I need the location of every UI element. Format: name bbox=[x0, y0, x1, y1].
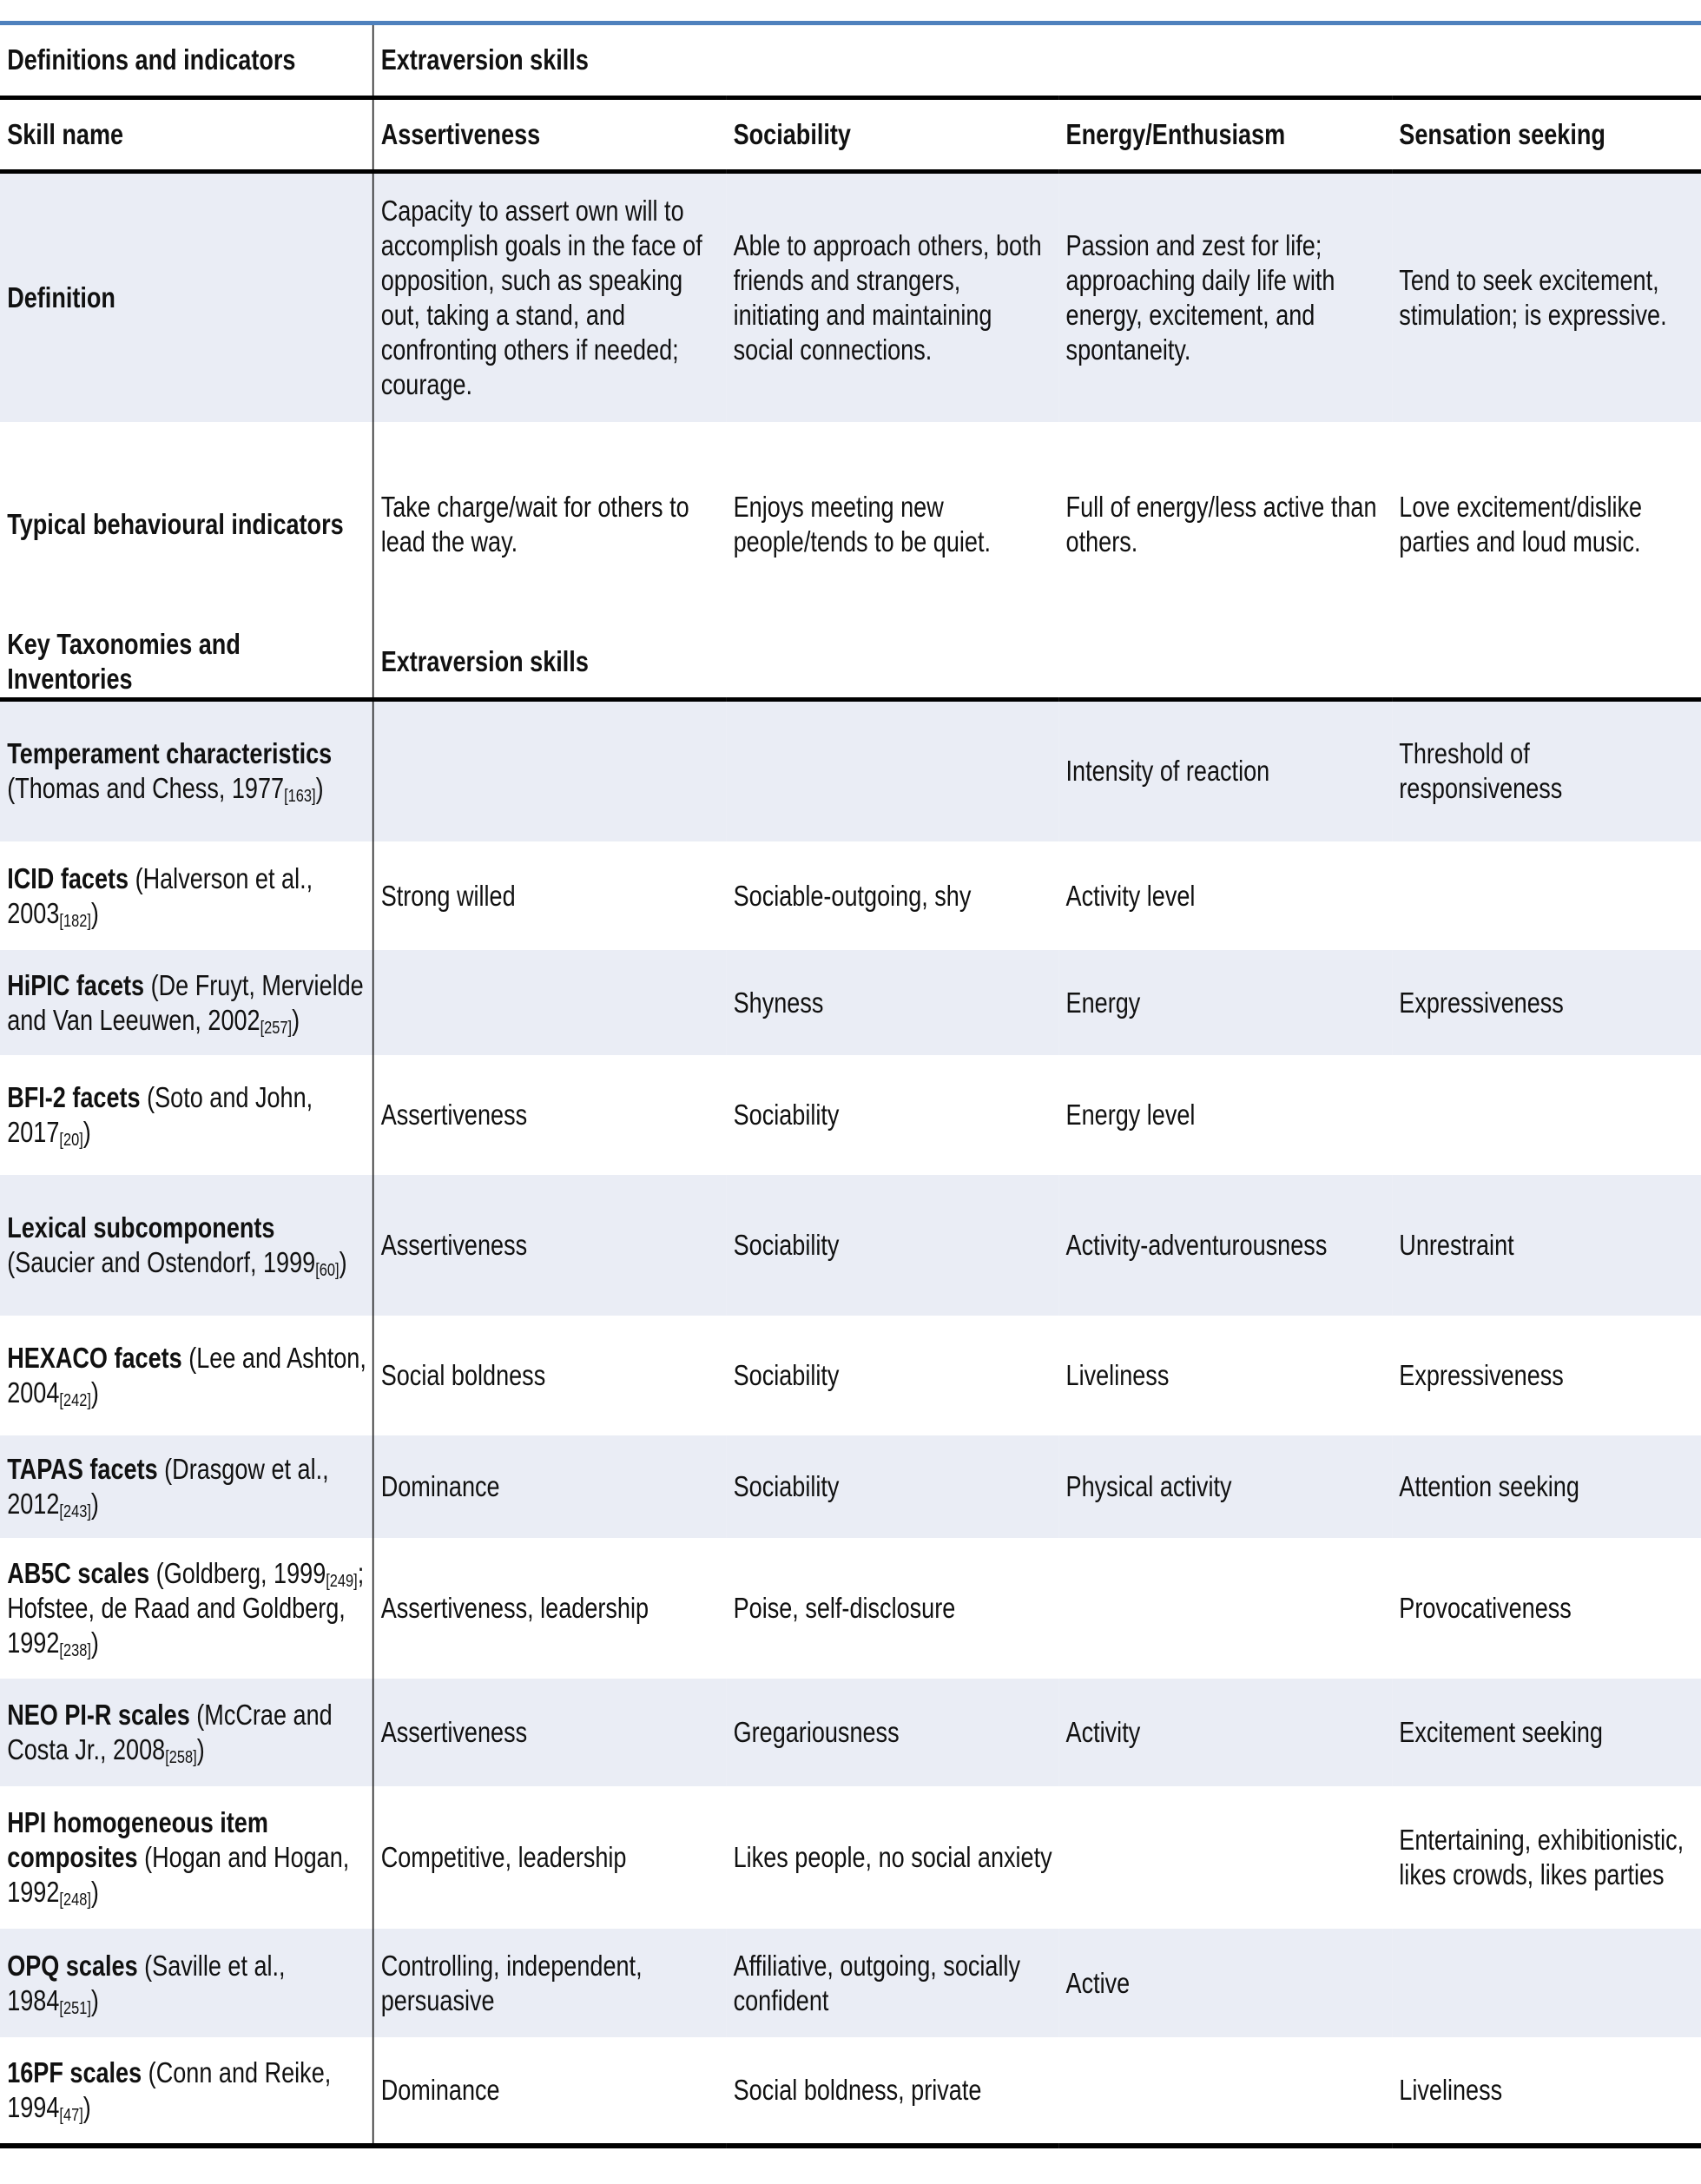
inventory-reference: ) bbox=[90, 1376, 99, 1409]
taxonomy-header-left: Key Taxonomies and Inventories bbox=[0, 627, 373, 699]
skill-energy: Energy/Enthusiasm bbox=[1058, 97, 1392, 171]
taxonomy-cell: Sociable-outgoing, shy bbox=[733, 879, 972, 912]
behaviour-cell: Take charge/wait for others to lead the way. bbox=[380, 491, 689, 558]
skill-sociability: Sociability bbox=[726, 97, 1058, 171]
taxonomy-cell bbox=[1392, 1055, 1701, 1175]
definition-row bbox=[0, 171, 1701, 422]
taxonomy-label bbox=[0, 841, 373, 950]
taxonomy-label bbox=[0, 1929, 373, 2037]
taxonomy-cell: Affiliative, outgoing, socially confident bbox=[726, 1929, 1058, 2037]
inventory-reference: ) bbox=[82, 2091, 91, 2123]
citation-number: [249] bbox=[326, 1572, 358, 1591]
taxonomy-header-row bbox=[0, 627, 1701, 699]
inventory-name: BFI-2 facets bbox=[7, 1081, 141, 1113]
taxonomy-label bbox=[0, 2037, 373, 2146]
inventory-reference: (Soto and John, 2017 bbox=[7, 1081, 313, 1148]
skill-assertiveness: Assertiveness bbox=[373, 97, 727, 171]
taxonomy-cell: Assertiveness bbox=[373, 1679, 727, 1786]
taxonomy-cell bbox=[373, 699, 727, 841]
taxonomy-label bbox=[0, 1435, 373, 1538]
inventory-reference: ) bbox=[292, 1003, 300, 1036]
inventory-reference: (Lee and Ashton, 2004 bbox=[7, 1342, 366, 1409]
extraversion-skills-table bbox=[0, 25, 1701, 2148]
taxonomy-cell bbox=[1392, 1929, 1701, 2037]
skill-name-label: Skill name bbox=[0, 97, 373, 171]
citation-number: [60] bbox=[315, 1261, 340, 1280]
header-left: Definitions and indicators bbox=[0, 25, 373, 97]
taxonomy-cell: Assertiveness bbox=[373, 1175, 727, 1316]
taxonomy-cell: Liveliness bbox=[1392, 2037, 1701, 2146]
taxonomy-row bbox=[0, 1786, 1701, 1929]
taxonomy-cell: Physical activity bbox=[1058, 1435, 1392, 1538]
taxonomy-cell: Attention seeking bbox=[1392, 1435, 1701, 1538]
taxonomy-cell: Controlling, independent, persuasive bbox=[373, 1929, 727, 2037]
taxonomy-label bbox=[0, 1055, 373, 1175]
taxonomy-cell: Energy bbox=[1058, 950, 1392, 1055]
definition-label: Definition bbox=[0, 171, 373, 422]
behaviour-cell: Love excitement/dislike parties and loud music. bbox=[1399, 491, 1643, 558]
taxonomy-label bbox=[0, 1786, 373, 1929]
inventory-name: AB5C scales bbox=[7, 1557, 150, 1589]
inventory-reference: ) bbox=[315, 772, 324, 805]
taxonomy-row bbox=[0, 1679, 1701, 1786]
skill-name-row bbox=[0, 97, 1701, 171]
taxonomy-cell: Dominance bbox=[373, 2037, 727, 2146]
taxonomy-cell: Energy level bbox=[1065, 1099, 1196, 1131]
inventory-reference: (Thomas and Chess, 1977 bbox=[7, 772, 285, 805]
taxonomy-cell: Sociability bbox=[726, 1175, 1058, 1316]
inventory-reference: (Conn and Reike, 1994 bbox=[7, 2056, 332, 2123]
taxonomy-cell: Threshold of responsiveness bbox=[1392, 699, 1701, 841]
definition-cell: Capacity to assert own will to accomplish goals in the face of opposition, such as speaking out, taking a stand, and confronting others if needed; courage. bbox=[373, 171, 727, 422]
taxonomy-header-right: Extraversion skills bbox=[373, 627, 1701, 699]
taxonomy-label bbox=[0, 699, 373, 841]
taxonomy-cell: Excitement seeking bbox=[1392, 1679, 1701, 1786]
inventory-name: HPI homogeneous item composites bbox=[7, 1806, 268, 1873]
definition-cell: Passion and zest for life; approaching daily life with energy, excitement, and spontaneity. bbox=[1058, 171, 1392, 422]
taxonomy-cell: Sociability bbox=[726, 1435, 1058, 1538]
taxonomy-cell: Likes people, no social anxiety bbox=[733, 1841, 1052, 1873]
citation-number: [242] bbox=[59, 1391, 91, 1410]
taxonomy-cell: Dominance bbox=[373, 1435, 727, 1538]
inventory-reference: (McCrae and Costa Jr., 2008 bbox=[7, 1699, 333, 1765]
taxonomy-cell bbox=[1058, 1538, 1392, 1679]
inventory-reference: ) bbox=[90, 1983, 99, 2016]
taxonomy-cell bbox=[1058, 1786, 1392, 1929]
taxonomy-cell bbox=[1392, 841, 1701, 950]
taxonomy-row bbox=[0, 841, 1701, 950]
inventory-name: Lexical subcomponents bbox=[7, 1211, 275, 1244]
behaviour-label: Typical behavioural indicators bbox=[0, 422, 373, 627]
behaviour-cell: Full of energy/less active than others. bbox=[1065, 491, 1377, 558]
inventory-reference: ) bbox=[90, 1876, 99, 1908]
skill-sensation-seeking: Sensation seeking bbox=[1392, 97, 1701, 171]
inventory-name: 16PF scales bbox=[7, 2056, 142, 2088]
inventory-reference: ) bbox=[196, 1733, 205, 1765]
taxonomy-cell: Activity level bbox=[1065, 879, 1196, 912]
inventory-reference: (Hogan and Hogan, 1992 bbox=[7, 1841, 350, 1908]
taxonomy-cell: Provocativeness bbox=[1399, 1592, 1572, 1624]
taxonomy-cell: Liveliness bbox=[1065, 1359, 1170, 1391]
citation-number: [47] bbox=[59, 2106, 83, 2125]
taxonomy-row bbox=[0, 1929, 1701, 2037]
taxonomy-row bbox=[0, 1435, 1701, 1538]
behaviour-cell: Enjoys meeting new people/tends to be quiet. bbox=[733, 491, 991, 558]
header-row bbox=[0, 25, 1701, 97]
taxonomy-cell: Sociability bbox=[733, 1359, 840, 1391]
taxonomy-row bbox=[0, 2037, 1701, 2146]
inventory-name: TAPAS facets bbox=[7, 1453, 158, 1485]
inventory-reference: (Saville et al., 1984 bbox=[7, 1949, 286, 2016]
inventory-name: NEO PI-R scales bbox=[7, 1699, 190, 1731]
inventory-reference: (Saucier and Ostendorf, 1999 bbox=[7, 1246, 316, 1278]
taxonomy-cell: Shyness bbox=[726, 950, 1058, 1055]
inventory-reference: (Halverson et al., 2003 bbox=[7, 861, 313, 929]
taxonomy-cell: Social boldness, private bbox=[726, 2037, 1058, 2146]
taxonomy-cell: Active bbox=[1058, 1929, 1392, 2037]
inventory-reference: (Drasgow et al., 2012 bbox=[7, 1453, 329, 1520]
taxonomy-cell: Unrestraint bbox=[1392, 1175, 1701, 1316]
taxonomy-row bbox=[0, 699, 1701, 841]
taxonomy-label bbox=[0, 1538, 373, 1679]
taxonomy-label bbox=[0, 1175, 373, 1316]
inventory-name: Temperament characteristics bbox=[7, 737, 333, 770]
inventory-name: HEXACO facets bbox=[7, 1342, 182, 1374]
taxonomy-row bbox=[0, 1055, 1701, 1175]
inventory-reference: ) bbox=[339, 1246, 347, 1278]
citation-number: [243] bbox=[59, 1502, 91, 1521]
taxonomy-cell: Strong willed bbox=[380, 879, 516, 912]
taxonomy-cell: Entertaining, exhibitionistic, likes crowds, likes parties bbox=[1399, 1824, 1685, 1890]
inventory-name: HiPIC facets bbox=[7, 968, 145, 1001]
taxonomy-cell: Activity bbox=[1058, 1679, 1392, 1786]
citation-number: [248] bbox=[59, 1890, 91, 1910]
inventory-reference: ) bbox=[82, 1116, 91, 1148]
taxonomy-cell bbox=[373, 950, 727, 1055]
taxonomy-cell: Assertiveness, leadership bbox=[380, 1592, 649, 1624]
taxonomy-row bbox=[0, 1316, 1701, 1435]
taxonomy-label bbox=[0, 950, 373, 1055]
taxonomy-cell: Assertiveness bbox=[380, 1099, 528, 1131]
taxonomy-cell: Gregariousness bbox=[726, 1679, 1058, 1786]
citation-number: [182] bbox=[59, 911, 91, 931]
taxonomy-cell: Social boldness bbox=[380, 1359, 546, 1391]
inventory-reference: ) bbox=[90, 1626, 99, 1659]
inventory-reference: ; Hofstee, de Raad and Goldberg, 1992 bbox=[7, 1557, 365, 1659]
inventory-reference: ) bbox=[90, 896, 99, 929]
taxonomy-cell: Activity-adventurousness bbox=[1058, 1175, 1392, 1316]
taxonomy-cell: Poise, self-disclosure bbox=[733, 1592, 956, 1624]
definition-cell: Tend to seek excitement, stimulation; is expressive. bbox=[1392, 171, 1701, 422]
citation-number: [258] bbox=[165, 1748, 197, 1767]
taxonomy-cell: Intensity of reaction bbox=[1058, 699, 1392, 841]
taxonomy-cell bbox=[726, 699, 1058, 841]
taxonomy-cell: Expressiveness bbox=[1392, 950, 1701, 1055]
inventory-reference: (Goldberg, 1999 bbox=[149, 1557, 326, 1589]
citation-number: [257] bbox=[260, 1018, 293, 1038]
inventory-name: ICID facets bbox=[7, 861, 129, 894]
citation-number: [251] bbox=[59, 1998, 91, 2018]
taxonomy-cell bbox=[1058, 2037, 1392, 2146]
citation-number: [20] bbox=[59, 1131, 83, 1150]
inventory-name: OPQ scales bbox=[7, 1949, 138, 1982]
definition-cell: Able to approach others, both friends and strangers, initiating and maintaining social connections. bbox=[726, 171, 1058, 422]
taxonomy-row bbox=[0, 1538, 1701, 1679]
citation-number: [238] bbox=[59, 1641, 91, 1660]
header-right: Extraversion skills bbox=[373, 25, 1701, 97]
taxonomy-cell: Sociability bbox=[733, 1099, 840, 1131]
taxonomy-cell: Expressiveness bbox=[1399, 1359, 1564, 1391]
inventory-reference: ) bbox=[90, 1488, 99, 1520]
behaviour-row bbox=[0, 422, 1701, 627]
taxonomy-cell: Competitive, leadership bbox=[380, 1841, 627, 1873]
taxonomy-label bbox=[0, 1679, 373, 1786]
taxonomy-row bbox=[0, 950, 1701, 1055]
taxonomy-label bbox=[0, 1316, 373, 1435]
taxonomy-row bbox=[0, 1175, 1701, 1316]
citation-number: [163] bbox=[284, 787, 316, 807]
inventory-reference: (De Fruyt, Mervielde and Van Leeuwen, 2002 bbox=[7, 968, 364, 1036]
